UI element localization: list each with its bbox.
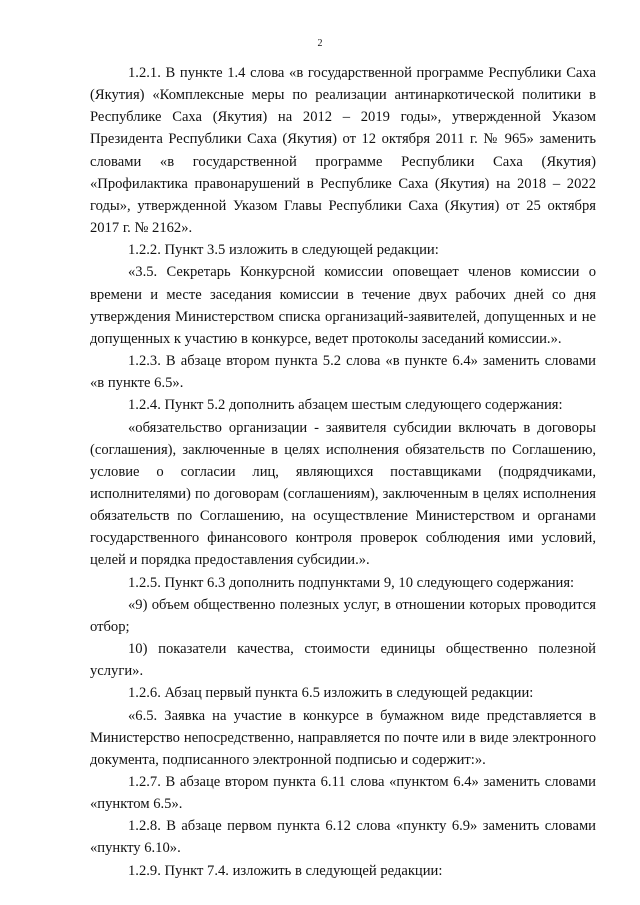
paragraph-quote-3-5: «3.5. Секретарь Конкурсной комиссии оповещает членов комиссии о времени и месте заседания комиссии в течение двух рабочих дней со дня утверждения Министерством списка организаций-заявителей, допущенных и не допущенных к участию в конкурсе, ведет протоколы заседаний комиссии.». xyxy=(90,264,596,347)
paragraph-1-2-7: 1.2.7. В абзаце втором пункта 6.11 слова «пунктом 6.4» заменить словами «пунктом 6.5». xyxy=(90,774,596,813)
paragraph-1-2-2: 1.2.2. Пункт 3.5 изложить в следующей редакции: xyxy=(128,242,439,259)
paragraph-subitem-10: 10) показатели качества, стоимости единицы общественно полезной услуги». xyxy=(90,641,596,680)
document-body xyxy=(90,62,596,882)
paragraph-1-2-5: 1.2.5. Пункт 6.3 дополнить подпунктами 9, 10 следующего содержания: xyxy=(128,574,575,591)
page-number: 2 xyxy=(317,38,323,49)
paragraph-1-2-8: 1.2.8. В абзаце первом пункта 6.12 слова «пункту 6.9» заменить словами «пункту 6.10». xyxy=(90,818,596,857)
paragraph-1-2-1: 1.2.1. В пункте 1.4 слова «в государственной программе Республики Саха (Якутия) «Комплексные меры по реализации антинаркотической политики в Республике Саха (Якутия) на 2012 – 2019 годы», утвержденной Указом Президента Республики Саха (Якутия) от 12 октября 2011 г. № 965» заменить словами «в государственной программе Республики Саха (Якутия) «Профилактика правонарушений в Республике Саха (Якутия) на 2018 – 2022 годы», утвержденной Указом Главы Республики Саха (Якутия) от 25 октября 2017 г. № 2162». xyxy=(90,65,596,237)
paragraph-1-2-3: 1.2.3. В абзаце втором пункта 5.2 слова «в пункте 6.4» заменить словами «в пункте 6.5». xyxy=(90,353,596,392)
paragraph-1-2-9: 1.2.9. Пункт 7.4. изложить в следующей редакции: xyxy=(128,862,443,879)
paragraph-quote-6-5: «6.5. Заявка на участие в конкурсе в бумажном виде представляется в Министерство непосредственно, направляется по почте или в виде электронного документа, подписанного электронной подписью и содержит:». xyxy=(90,707,596,768)
paragraph-1-2-6: 1.2.6. Абзац первый пункта 6.5 изложить в следующей редакции: xyxy=(128,685,534,702)
paragraph-quote-obligation: «обязательство организации - заявителя субсидии включать в договоры (соглашения), заключенные в целях исполнения обязательств по Соглашению, условие о согласии лиц, являющихся поставщиками (подрядчиками, исполнителями) по договорам (соглашениям), заключенным в целях исполнения обязательств по Соглашению, на осуществление Министерством и органами государственного финансового контроля проверок соблюдения ими условий, целей и порядка предоставления субсидии.». xyxy=(90,419,596,569)
paragraph-1-2-4: 1.2.4. Пункт 5.2 дополнить абзацем шестым следующего содержания: xyxy=(128,397,563,414)
paragraph-subitem-9: «9) объем общественно полезных услуг, в отношении которых проводится отбор; xyxy=(90,596,596,635)
